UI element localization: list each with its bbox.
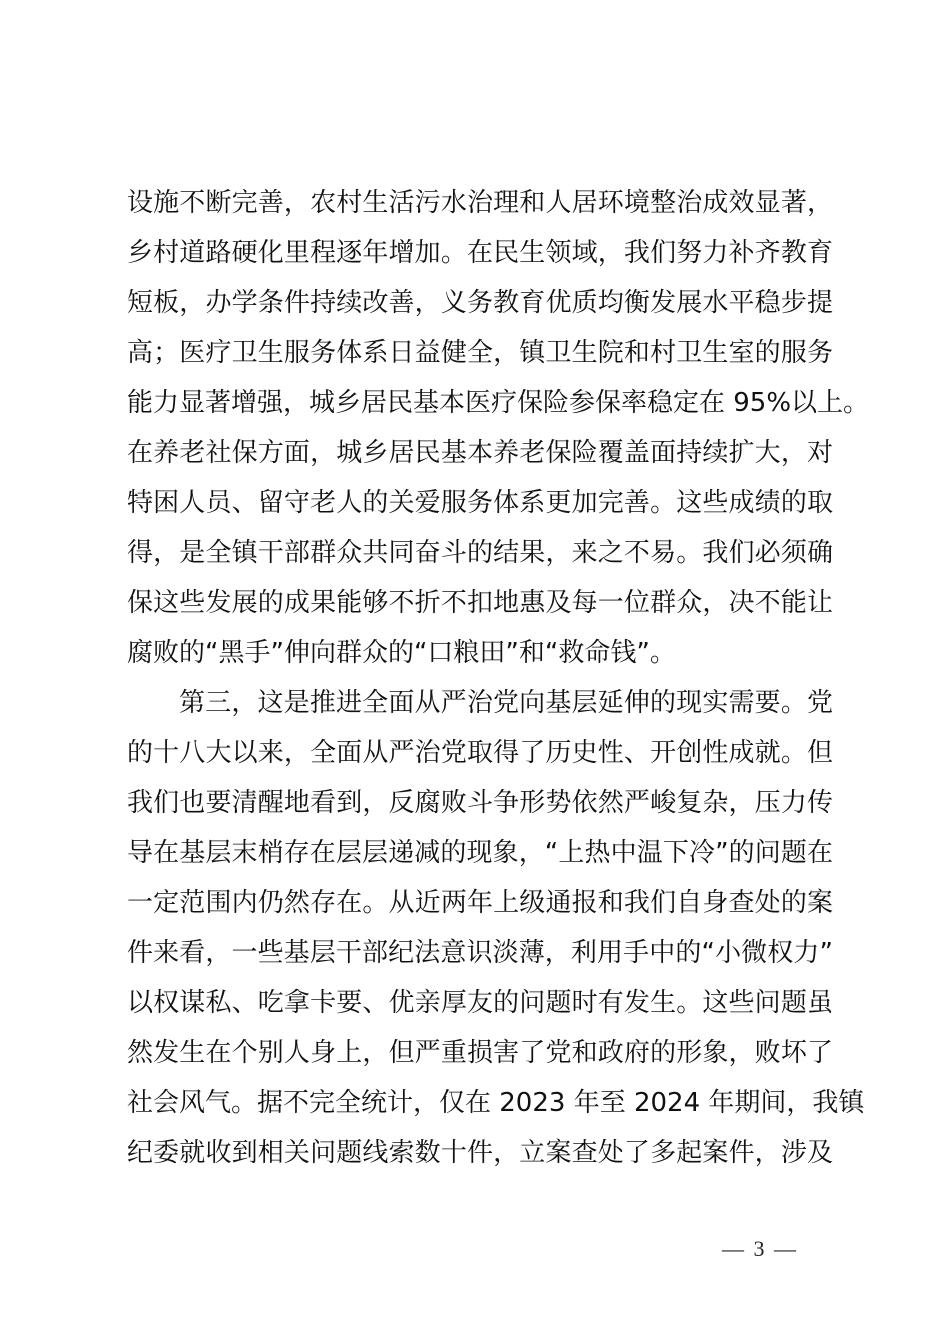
text-line: 设施不断完善，农村生活污水治理和人居环境整治成效显著， bbox=[127, 188, 833, 218]
text-line: 乡村道路硬化里程逐年增加。在民生领域，我们努力补齐教育 bbox=[127, 238, 833, 268]
text-line: 件来看，一些基层干部纪法意识淡薄，利用手中的“小微权力” bbox=[127, 938, 833, 968]
text-line: 腐败的“黑手”伸向群众的“口粮田”和“救命钱”。 bbox=[127, 638, 676, 668]
text-line: 在养老社保方面，城乡居民基本养老保险覆盖面持续扩大，对 bbox=[127, 438, 833, 468]
text-line: 高；医疗卫生服务体系日益健全，镇卫生院和村卫生室的服务 bbox=[127, 338, 833, 368]
text-line: 纪委就收到相关问题线索数十件，立案查处了多起案件，涉及 bbox=[127, 1138, 833, 1168]
text-line: 我们也要清醒地看到，反腐败斗争形势依然严峻复杂，压力传 bbox=[127, 788, 833, 818]
text-line: 一定范围内仍然存在。从近两年上级通报和我们自身查处的案 bbox=[127, 888, 833, 918]
document-body bbox=[127, 178, 870, 1178]
text-line: 的十八大以来，全面从严治党取得了历史性、开创性成就。但 bbox=[127, 738, 833, 768]
text-line: 保这些发展的成果能够不折不扣地惠及每一位群众，决不能让 bbox=[127, 588, 833, 618]
text-line: 第三，这是推进全面从严治党向基层延伸的现实需要。党 bbox=[179, 688, 833, 718]
page-number: — 3 — bbox=[722, 1236, 798, 1261]
paragraph-continued bbox=[127, 178, 870, 678]
text-line: 以权谋私、吃拿卡要、优亲厚友的问题时有发生。这些问题虽 bbox=[127, 988, 833, 1018]
paragraph-third-point bbox=[127, 678, 865, 1178]
text-line: 导在基层末梢存在层层递减的现象，“上热中温下冷”的问题在 bbox=[127, 838, 833, 868]
text-line: 社会风气。据不完全统计，仅在 2023 年至 2024 年期间，我镇 bbox=[127, 1088, 865, 1118]
text-line: 特困人员、留守老人的关爱服务体系更加完善。这些成绩的取 bbox=[127, 488, 833, 518]
text-line: 能力显著增强，城乡居民基本医疗保险参保率稳定在 95%以上。 bbox=[127, 388, 870, 418]
text-line: 得，是全镇干部群众共同奋斗的结果，来之不易。我们必须确 bbox=[127, 538, 833, 568]
text-line: 短板，办学条件持续改善，义务教育优质均衡发展水平稳步提 bbox=[127, 288, 833, 318]
text-line: 然发生在个别人身上，但严重损害了党和政府的形象，败坏了 bbox=[127, 1038, 833, 1068]
